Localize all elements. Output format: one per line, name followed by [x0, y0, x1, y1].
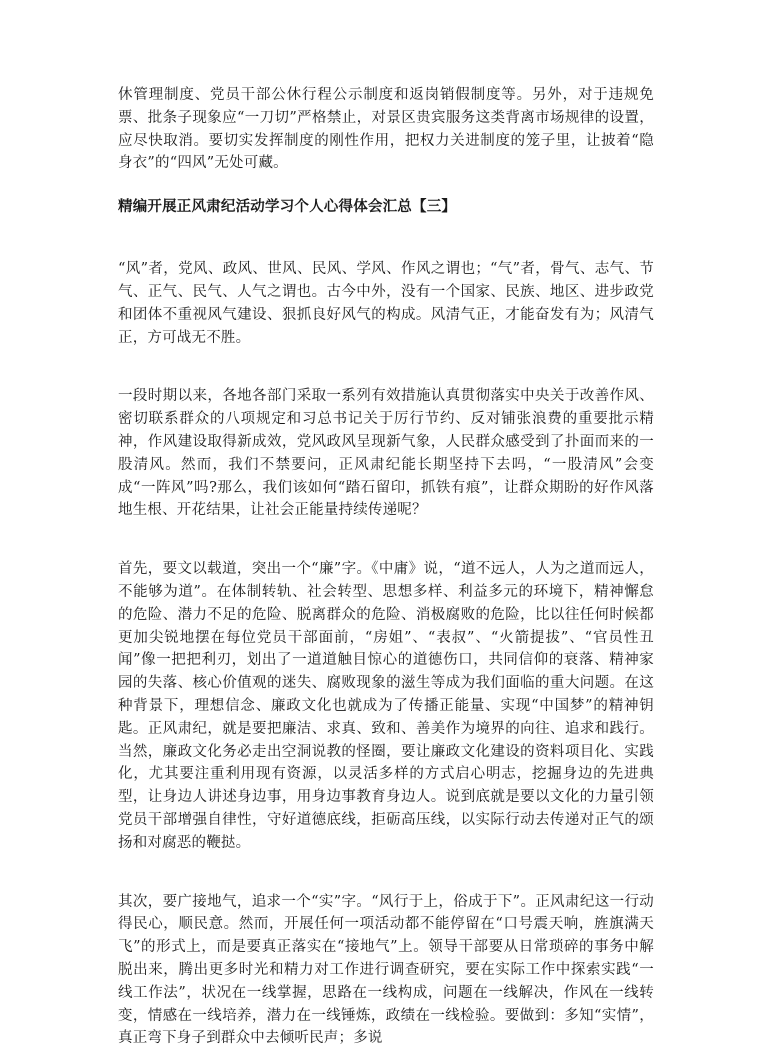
paragraph-3: 首先，要文以载道，突出一个“廉”字。《中庸》说，“道不远人，人为之道而远人，不能够为道”。在体制转轨、社会转型、思想多样、利益多元的环境下，精神懈怠的危险、潜力不足的危险、脱离群众的危险、消极腐败的危险，比以往任何时候都更加尖锐地摆在每位党员干部面前，“房姐”、“表叔”、“火箭提拔”、“官员性丑闻”像一把把利刃，划出了一道道触目惊心的道德伤口，共同信仰的衰落、精神家园的失落、核心价值观的迷失、腐败现象的滋生等成为我们面临的重大问题。在这种背景下，理想信念、廉政文化也就成为了传播正能量、实现“中国梦”的精神钥匙。正风肃纪，就是要把廉洁、求真、致和、善美作为境界的向往、追求和践行。当然，廉政文化务必走出空洞说教的怪圈，要让廉政文化建设的资料项目化、实践化，尤其要注重利用现有资源，以灵活多样的方式启心明志，挖掘身边的先进典型，让身边人讲述身边事，用身边事教育身边人。说到底就是要以文化的力量引领党员干部增强自律性，守好道德底线，拒砺高压线，以实际行动去传递对正气的颂扬和对腐恶的鞭挞。 — [118, 561, 654, 851]
document-page — [118, 84, 654, 1050]
paragraph-1: “风”者，党风、政风、世风、民风、学风、作风之谓也；“气”者，骨气、志气、节气、正气、民气、人气之谓也。古今中外，没有一个国家、民族、地区、进步政党和团体不重视风气建设、狠抓良好风气的构成。风清气正，才能奋发有为；风清气正，方可战无不胜。 — [118, 261, 654, 346]
paragraph-spacer — [118, 855, 654, 891]
paragraph-2: 一段时期以来，各地各部门采取一系列有效措施认真贯彻落实中央关于改善作风、密切联系群众的八项规定和习总书记关于厉行节约、反对铺张浪费的重要批示精神，作风建设取得新成效，党风政风呈现新气象，人民群众感受到了扑面而来的一股清风。然而，我们不禁要问，正风肃纪能长期坚持下去吗，“一股清风”会变成“一阵风”吗?那么，我们该如何“踏石留印，抓铁有痕”，让群众期盼的好作风落地生根、开花结果，让社会正能量持续传递呢？ — [118, 388, 654, 519]
paragraph-spacer — [118, 522, 654, 558]
paragraph-spacer — [118, 349, 654, 385]
intro-paragraph: 休管理制度、党员干部公休行程公示制度和返岗销假制度等。另外，对于违规免票、批条子现象应“一刀切”严格禁止，对景区贵宾服务这类背离市场规律的设置，应尽快取消。要切实发挥制度的刚性作用，把权力关进制度的笼子里，让披着“隐身衣”的“四风”无处可藏。 — [118, 87, 654, 172]
section-heading: 精编开展正风肃纪活动学习个人心得体会汇总【三】 — [118, 198, 457, 216]
paragraph-4: 其次，要广接地气，追求一个“实”字。“风行于上，俗成于下”。正风肃纪这一行动得民心，顺民意。然而，开展任何一项活动都不能停留在“口号震天响，旌旗满天飞”的形式上，而是要真正落实在“接地气”上。领导干部要从日常琐碎的事务中解脱出来，腾出更多时光和精力对工作进行调查研究，要在实际工作中探索实践“一线工作法”，状况在一线掌握，思路在一线构成，问题在一线解决，作风在一线转变，情感在一线培养，潜力在一线锤炼，政绩在一线检验。要做到：多知“实情”，真正弯下身子到群众中去倾听民声；多说 — [118, 893, 654, 1047]
